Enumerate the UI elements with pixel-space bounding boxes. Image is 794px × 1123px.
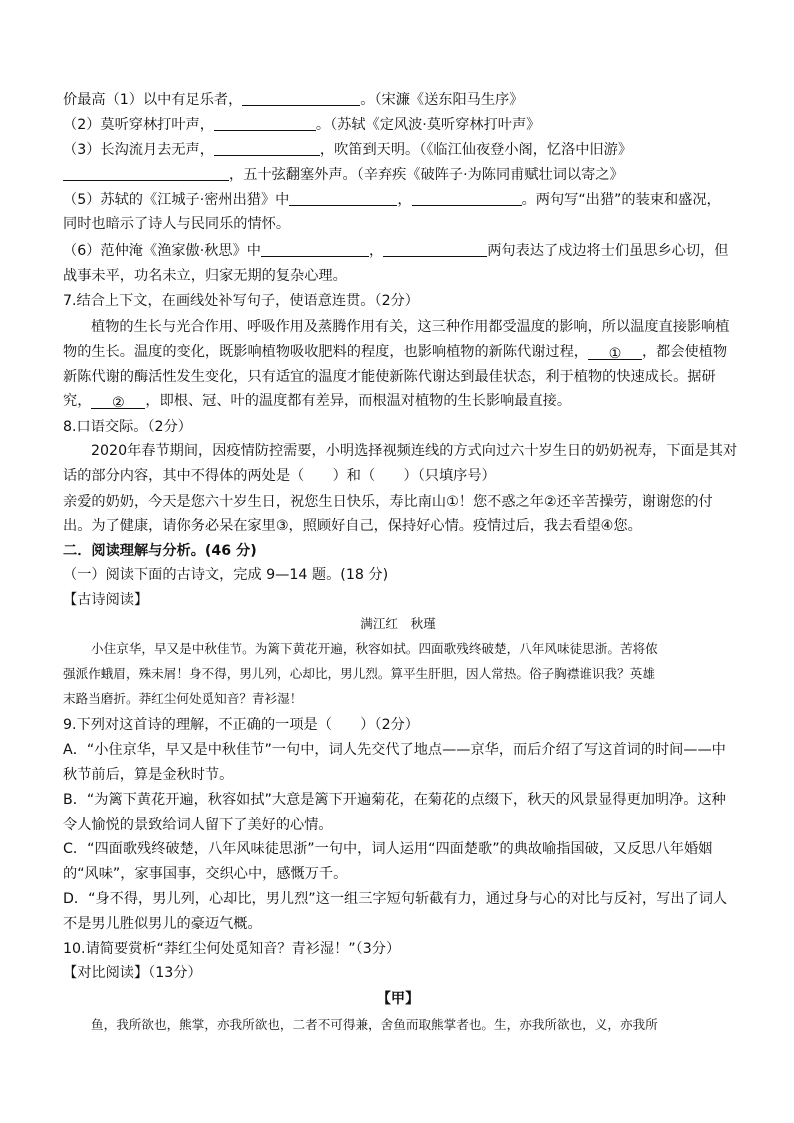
question-9: 9.下列对这首诗的理解，不正确的一项是（ ）（2分）: [63, 717, 419, 733]
question-8: 8.口语交际。（2分）: [63, 419, 192, 435]
subsection-heading: （一）阅读下面的古诗文，完成 9—14 题。(18 分): [63, 567, 389, 583]
answer-blank[interactable]: [242, 91, 360, 106]
option-b-cont: 令人愉悦的景致给词人留下了美好的心情。: [63, 817, 333, 833]
section-heading: 二．阅读理解与分析。(46 分): [63, 543, 257, 559]
poem-line: 末路当磨折。莽红尘何处觅知音？青衫湿！: [63, 691, 303, 706]
passage-marker: 【甲】: [376, 991, 420, 1007]
text-line: 价最高（1）以中有足乐者， 。（宋濂《送东阳马生序》: [63, 92, 524, 108]
option-c: C．“四面歌残终破楚，八年风味徒思浙”一句中，词人运用“四面楚歌”的典故喻指国破，又反思八年婚姻: [63, 841, 713, 857]
answer-blank[interactable]: [412, 191, 522, 206]
text-line: （2）莫听穿林打叶声， 。（苏轼《定风波·莫听穿林打叶声》: [63, 117, 541, 133]
passage-line: 出。为了健康，请你务必呆在家里③，照顾好自己，保持好心情。疫情过后，我去看望④您。: [63, 518, 642, 534]
passage-line: 亲爱的奶奶，今天是您六十岁生日，祝您生日快乐，寿比南山①！您不惑之年②还辛苦操劳，谢谢您的付: [63, 494, 713, 510]
option-a: A．“小住京华，早又是中秋佳节”一句中，词人先交代了地点——京华，而后介绍了写这首词的时间——中: [63, 742, 726, 758]
answer-blank-1[interactable]: ①: [588, 345, 642, 360]
passage-line: 2020年春节期间，因疫情防控需要，小明选择视频连线的方式向过六十岁生日的奶奶祝寿，下面是其对: [91, 443, 738, 459]
passage-line: 究， ② ，即根、冠、叶的温度都有差异，而根温对植物的生长影响最直接。: [63, 393, 572, 411]
poem-line: 强派作蛾眉，殊未屑！身不得，男儿列，心却比，男儿烈。算平生肝胆，因人常热。俗子胸襟谁识我？英雄: [63, 666, 655, 681]
option-c-cont: 的“风味”，家事国事，交织心中，感慨万千。: [63, 866, 348, 882]
option-d-cont: 不是男儿胜似男儿的豪迈气概。: [63, 916, 262, 932]
poem-line: 小住京华，早又是中秋佳节。为篱下黄花开遍，秋容如拭。四面歌残终破楚，八年风味徒思浙。苦将侬: [91, 641, 658, 656]
reading-label: 【对比阅读】（13分）: [63, 965, 202, 981]
poem-title: 满江红 秋瑾: [360, 616, 436, 631]
text-line: （6）范仲淹《渔家傲·秋思》中 ， 两句表达了戍边将士们虽思乡心切，但: [63, 243, 729, 259]
passage-line: 鱼，我所欲也，熊掌，亦我所欲也，二者不可得兼，舍鱼而取熊掌者也。生，亦我所欲也，义，亦我所: [91, 1017, 658, 1032]
text-line: （5）苏轼的《江城子·密州出猎》中 ， 。两句写“出猎”的装束和盛况，: [63, 192, 721, 208]
text-line: 同时也暗示了诗人与民同乐的情怀。: [63, 216, 291, 232]
answer-blank[interactable]: [214, 116, 316, 131]
answer-blank-2[interactable]: ②: [91, 394, 145, 409]
question-7: 7.结合上下文，在画线处补写句子，使语意连贯。（2分）: [63, 293, 419, 309]
answer-blank[interactable]: [214, 141, 320, 156]
text-line: 战事未平，功名未立，归家无期的复杂心理。: [63, 268, 347, 284]
answer-blank[interactable]: [289, 191, 397, 206]
option-b: B．“为篱下黄花开遍，秋容如拭”大意是篱下开遍菊花，在菊花的点缀下，秋天的风景显得更加明净。这种: [63, 792, 726, 808]
passage-line: 植物的生长与光合作用、呼吸作用及蒸腾作用有关，这三种作用都受温度的影响，所以温度直接影响植: [91, 319, 730, 335]
answer-blank[interactable]: [63, 166, 229, 181]
text-line: （3）长沟流月去无声， ，吹笛到天明。（《临江仙夜登小阁，忆洛中旧游》: [63, 142, 633, 158]
passage-line: 物的生长。温度的变化，既影响植物吸收肥料的程度，也影响植物的新陈代谢过程， ① ，都会使植物: [63, 344, 728, 362]
option-d: D．“身不得，男儿列，心却比，男儿烈”这一组三字短句斩截有力，通过身与心的对比与反衬，写出了词人: [63, 891, 728, 907]
passage-line: 话的部分内容，其中不得体的两处是（ ）和（ ）（只填序号）: [63, 468, 496, 484]
answer-blank[interactable]: [383, 242, 487, 257]
option-a-cont: 秋节前后，算是金秋时节。: [63, 767, 234, 783]
reading-label: 【古诗阅读】: [63, 592, 149, 608]
text-line: ，五十弦翻塞外声。（辛弃疾《破阵子·为陈同甫赋壮词以寄之》: [63, 166, 733, 184]
answer-blank[interactable]: [261, 242, 369, 257]
passage-line: 新陈代谢的酶活性发生变化，只有适宜的温度才能使新陈代谢达到最佳状态，利于植物的快速成长。据研: [63, 369, 716, 385]
question-10: 10.请简要赏析“莽红尘何处觅知音？青衫湿！”（3分）: [63, 941, 401, 957]
